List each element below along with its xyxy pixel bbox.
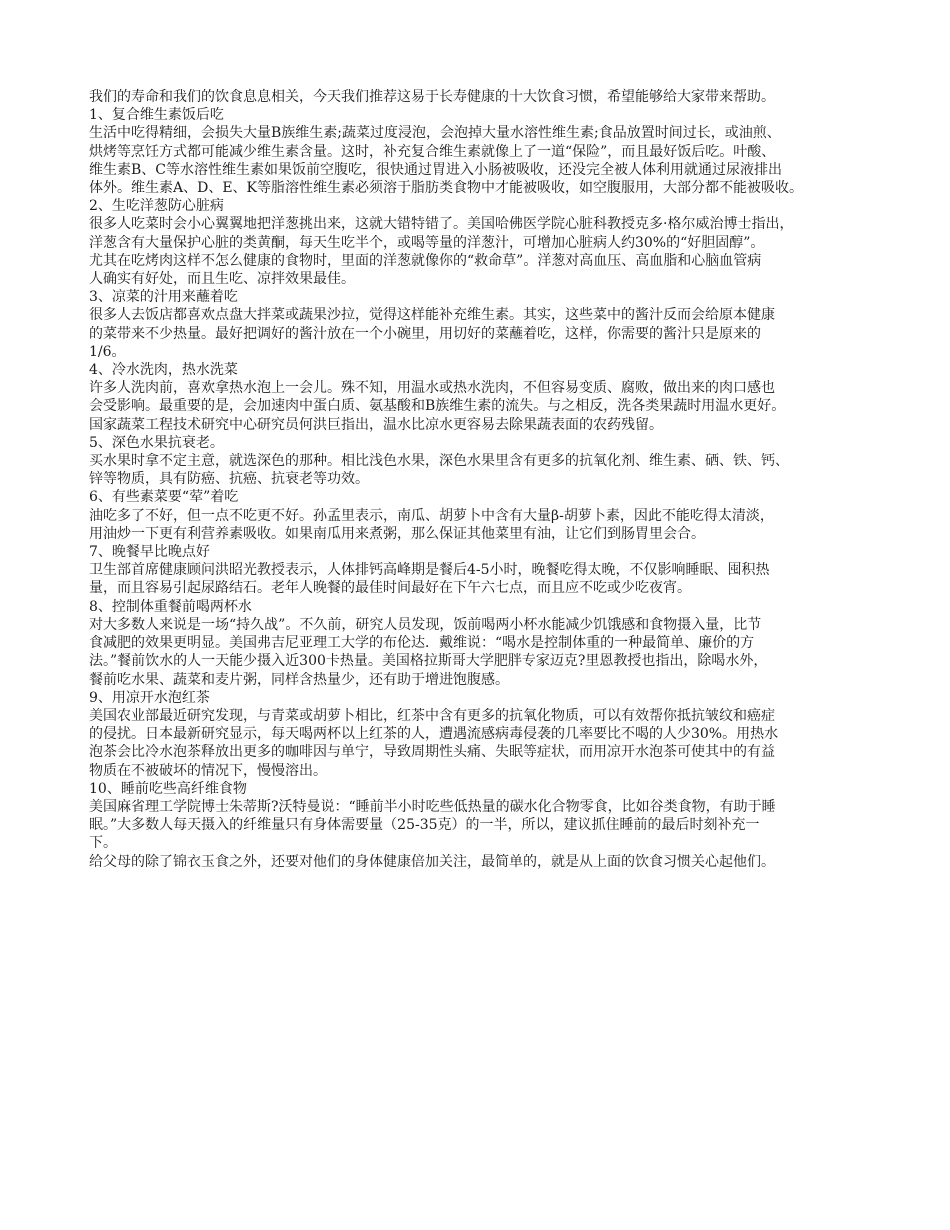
section-1-line: 维生素B、C等水溶性维生素如果饭前空腹吃，很快通过胃进入小肠被吸收，还没完全被人体利用就通过尿液排出: [89, 161, 782, 178]
section-10-line: 下。: [89, 835, 117, 852]
section-8-heading: 8、控制体重餐前喝两杯水: [89, 598, 252, 615]
section-4-line: 会受影响。最重要的是，会加速肉中蛋白质、氨基酸和B族维生素的流失。与之相反，洗各类果蔬时用温水更好。: [89, 398, 786, 415]
section-10-line: 美国麻省理工学院博士朱蒂斯?沃特曼说：“睡前半小时吃些低热量的碳水化合物零食，比如谷类食物，有助于睡: [89, 798, 776, 815]
section-2-line: 很多人吃菜时会小心翼翼地把洋葱挑出来，这就大错特错了。美国哈佛医学院心脏科教授克多·格尔威治博士指出，: [89, 216, 794, 233]
section-1-line: 生活中吃得精细，会损失大量B族维生素;蔬菜过度浸泡，会泡掉大量水溶性维生素;食品放置时间过长，或油煎、: [89, 125, 781, 142]
section-5-line: 买水果时拿不定主意，就选深色的那种。相比浅色水果，深色水果里含有更多的抗氧化剂、维生素、硒、铁、钙、: [89, 453, 789, 470]
section-2-line: 人确实有好处，而且生吃、凉拌效果最佳。: [89, 271, 355, 288]
section-8-line: 对大多数人来说是一场“持久战”。不久前，研究人员发现，饭前喝两小杯水能减少饥饿感和食物摄入量，比节: [89, 616, 762, 633]
section-9-heading: 9、用凉开水泡红茶: [89, 689, 210, 706]
section-9-line: 的侵扰。日本最新研究显示，每天喝两杯以上红茶的人，遭遇流感病毒侵袭的几率要比不喝的人少30%。用热水: [89, 726, 779, 743]
section-4-line: 国家蔬菜工程技术研究中心研究员何洪巨指出，温水比凉水更容易去除果蔬表面的农药残留。: [89, 416, 663, 433]
closing-paragraph: 给父母的除了锦衣玉食之外，还要对他们的身体健康倍加关注，最简单的，就是从上面的饮食习惯关心起他们。: [89, 853, 775, 870]
article-body: [89, 88, 875, 871]
section-5-line: 锌等物质，具有防癌、抗癌、抗衰老等功效。: [89, 471, 369, 488]
section-8-line: 食减肥的效果更明显。美国弗吉尼亚理工大学的布伦达．戴维说：“喝水是控制体重的一种最简单、廉价的方: [89, 635, 755, 652]
section-1-heading: 1、复合维生素饭后吃: [89, 107, 224, 124]
section-1-line: 烘烤等烹饪方式都可能减少维生素含量。这时，补充复合维生素就像上了一道“保险”，而且最好饭后吃。叶酸、: [89, 143, 776, 160]
section-6-line: 油吃多了不好，但一点不吃更不好。孙孟里表示，南瓜、胡萝卜中含有大量β-胡萝卜素，因此不能吃得太清淡，: [89, 507, 774, 524]
section-9-line: 美国农业部最近研究发现，与青菜或胡萝卜相比，红茶中含有更多的抗氧化物质，可以有效帮你抵抗皱纹和癌症: [89, 707, 775, 724]
section-4-line: 许多人洗肉前，喜欢拿热水泡上一会儿。殊不知，用温水或热水洗肉，不但容易变质、腐败，做出来的肉口感也: [89, 380, 775, 397]
section-3-heading: 3、凉菜的汁用来蘸着吃: [89, 289, 238, 306]
section-7-line: 量，而且容易引起尿路结石。老年人晚餐的最佳时间最好在下午六七点，而且应不吃或少吃夜宵。: [89, 580, 691, 597]
section-2-heading: 2、生吃洋葱防心脏病: [89, 198, 224, 215]
section-1-line: 体外。维生素A、D、E、K等脂溶性维生素必须溶于脂肪类食物中才能被吸收，如空腹服用，大部分都不能被吸收。: [89, 180, 804, 197]
section-6-heading: 6、有些素菜要“荤”着吃: [89, 489, 239, 506]
section-10-heading: 10、睡前吃些高纤维食物: [89, 780, 247, 797]
section-3-line: 1/6。: [89, 343, 126, 360]
section-3-line: 的菜带来不少热量。最好把调好的酱汁放在一个小碗里，用切好的菜蘸着吃，这样，你需要的酱汁只是原来的: [89, 325, 761, 342]
section-9-line: 物质在不被破坏的情况下，慢慢溶出。: [89, 762, 327, 779]
section-4-heading: 4、冷水洗肉，热水洗菜: [89, 362, 238, 379]
section-2-line: 洋葱含有大量保护心脏的类黄酮，每天生吃半个，或喝等量的洋葱汁，可增加心脏病人约30%的“好胆固醇”。: [89, 234, 765, 251]
section-9-line: 泡茶会比冷水泡茶释放出更多的咖啡因与单宁，导致周期性头痛、失眠等症状，而用凉开水泡茶可使其中的有益: [89, 744, 775, 761]
section-8-line: 餐前吃水果、蔬菜和麦片粥，同样含热量少，还有助于增进饱腹感。: [89, 671, 509, 688]
section-5-heading: 5、深色水果抗衰老。: [89, 434, 224, 451]
section-3-line: 很多人去饭店都喜欢点盘大拌菜或蔬果沙拉，觉得这样能补充维生素。其实，这些菜中的酱汁反而会给原本健康: [89, 307, 775, 324]
section-6-line: 用油炒一下更有利营养素吸收。如果南瓜用来煮粥，那么保证其他菜里有油，让它们到肠胃里会合。: [89, 525, 705, 542]
intro-paragraph: 我们的寿命和我们的饮食息息相关，今天我们推荐这易于长寿健康的十大饮食习惯，希望能够给大家带来帮助。: [89, 89, 775, 105]
section-10-line: 眠。”大多数人每天摄入的纤维量只有身体需要量（25-35克）的一半，所以，建议抓住睡前的最后时刻补充一: [89, 817, 760, 834]
section-7-line: 卫生部首席健康顾问洪昭光教授表示，人体排钙高峰期是餐后4-5小时，晚餐吃得太晚，不仅影响睡眠、囤积热: [89, 562, 770, 579]
section-7-heading: 7、晚餐早比晚点好: [89, 544, 210, 561]
section-8-line: 法。”餐前饮水的人一天能少摄入近300卡热量。美国格拉斯哥大学肥胖专家迈克?里恩教授也指出，除喝水外，: [89, 653, 768, 670]
section-2-line: 尤其在吃烤肉这样不怎么健康的食物时，里面的洋葱就像你的“救命草”。洋葱对高血压、高血脂和心脑血管病: [89, 252, 762, 269]
